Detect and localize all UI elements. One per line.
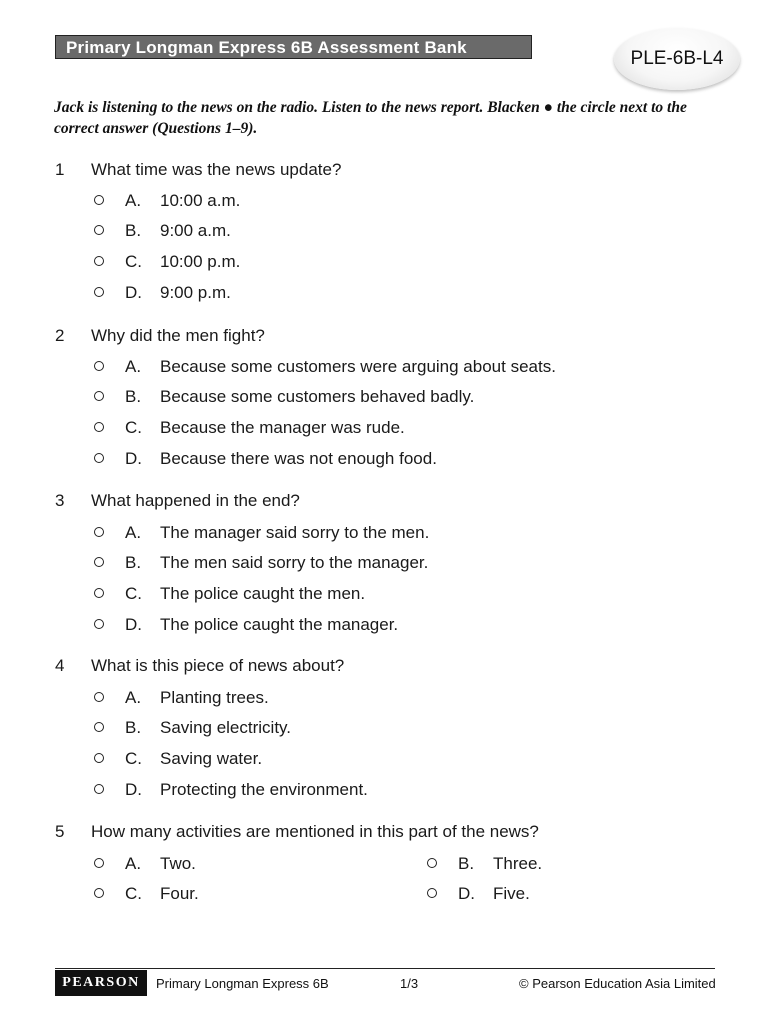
- option-letter: A.: [125, 357, 142, 376]
- pearson-logo: PEARSON: [55, 970, 147, 996]
- footer-divider: [55, 968, 715, 969]
- question-text: What time was the news update?: [91, 160, 342, 179]
- instructions: Jack is listening to the news on the radio. Listen to the news report. Blacken ● the circle next to the correct answer (Questions 1–9).: [54, 99, 687, 137]
- option-letter: C.: [125, 884, 142, 903]
- question-number: 3: [55, 491, 65, 510]
- question-text: How many activities are mentioned in this part of the news?: [91, 822, 539, 841]
- option-text: Protecting the environment.: [160, 780, 368, 799]
- question-number: 1: [55, 160, 65, 179]
- answer-circle-icon[interactable]: [427, 858, 437, 868]
- page-number: 1/3: [400, 976, 419, 991]
- question-text: Why did the men fight?: [91, 326, 265, 345]
- option-text: 10:00 a.m.: [160, 191, 241, 210]
- option-letter: C.: [125, 749, 142, 768]
- answer-circle-icon[interactable]: [94, 784, 104, 794]
- option-text: 9:00 a.m.: [160, 221, 231, 240]
- answer-circle-icon[interactable]: [94, 722, 104, 732]
- answer-circle-icon[interactable]: [94, 858, 104, 868]
- answer-circle-icon[interactable]: [94, 619, 104, 629]
- answer-circle-icon[interactable]: [94, 888, 104, 898]
- option-letter: D.: [125, 449, 142, 468]
- answer-circle-icon[interactable]: [94, 391, 104, 401]
- answer-circle-icon[interactable]: [94, 527, 104, 537]
- footer-book-title: Primary Longman Express 6B: [156, 976, 329, 991]
- option-letter: C.: [125, 584, 142, 603]
- option-letter: D.: [125, 283, 142, 302]
- option-letter: B.: [125, 387, 142, 406]
- option-letter: B.: [458, 854, 475, 873]
- answer-circle-icon[interactable]: [94, 557, 104, 567]
- option-text: Because some customers were arguing about seats.: [160, 357, 556, 376]
- question-text: What happened in the end?: [91, 491, 300, 510]
- option-letter: D.: [125, 615, 142, 634]
- option-text: The police caught the men.: [160, 584, 366, 603]
- option-letter: C.: [125, 252, 142, 271]
- question-number: 4: [55, 656, 65, 675]
- option-letter: B.: [125, 718, 142, 737]
- answer-circle-icon[interactable]: [94, 588, 104, 598]
- option-letter: A.: [125, 688, 142, 707]
- option-text: Because there was not enough food.: [160, 449, 437, 468]
- option-letter: C.: [125, 418, 142, 437]
- option-text: Three.: [493, 854, 543, 873]
- option-text: The men said sorry to the manager.: [160, 553, 429, 572]
- option-text: Five.: [493, 884, 530, 903]
- option-letter: B.: [125, 221, 142, 240]
- answer-circle-icon[interactable]: [94, 256, 104, 266]
- option-text: Saving water.: [160, 749, 263, 768]
- answer-circle-icon[interactable]: [94, 692, 104, 702]
- answer-circle-icon[interactable]: [94, 225, 104, 235]
- option-text: Planting trees.: [160, 688, 269, 707]
- answer-circle-icon[interactable]: [94, 422, 104, 432]
- copyright: © Pearson Education Asia Limited: [519, 976, 716, 991]
- answer-circle-icon[interactable]: [94, 453, 104, 463]
- answer-circle-icon[interactable]: [94, 287, 104, 297]
- option-text: Two.: [160, 854, 196, 873]
- option-text: Because some customers behaved badly.: [160, 387, 475, 406]
- paper-code-badge: PLE-6B-L4: [614, 28, 740, 90]
- option-text: Saving electricity.: [160, 718, 292, 737]
- assessment-title: Primary Longman Express 6B Assessment Bank: [55, 35, 532, 59]
- option-text: The manager said sorry to the men.: [160, 523, 430, 542]
- answer-circle-icon[interactable]: [94, 195, 104, 205]
- option-letter: A.: [125, 523, 142, 542]
- question-text: What is this piece of news about?: [91, 656, 345, 675]
- answer-circle-icon[interactable]: [94, 753, 104, 763]
- question-number: 2: [55, 326, 65, 345]
- option-text: Because the manager was rude.: [160, 418, 405, 437]
- option-text: Four.: [160, 884, 199, 903]
- option-letter: D.: [458, 884, 475, 903]
- option-text: 9:00 p.m.: [160, 283, 231, 302]
- option-letter: A.: [125, 191, 142, 210]
- option-text: 10:00 p.m.: [160, 252, 241, 271]
- answer-circle-icon[interactable]: [94, 361, 104, 371]
- option-letter: B.: [125, 553, 142, 572]
- question-number: 5: [55, 822, 65, 841]
- option-text: The police caught the manager.: [160, 615, 399, 634]
- answer-circle-icon[interactable]: [427, 888, 437, 898]
- option-letter: A.: [125, 854, 142, 873]
- option-letter: D.: [125, 780, 142, 799]
